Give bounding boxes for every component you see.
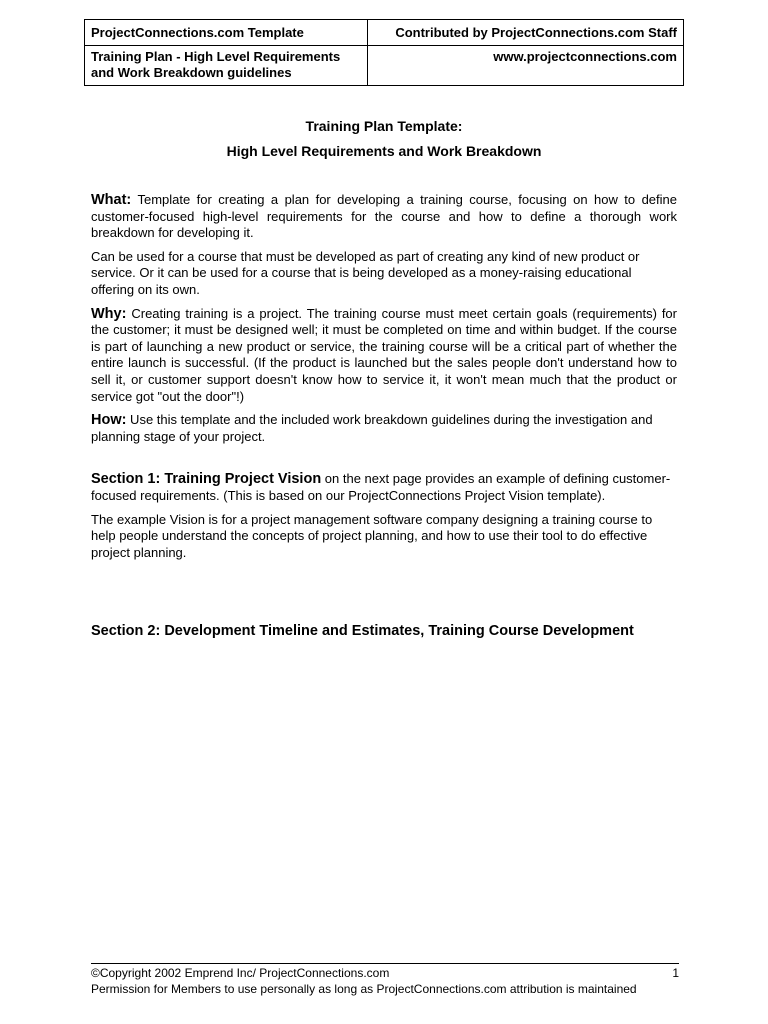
what-text: Template for creating a plan for developing a training course, focusing on how to define customer-focused high-level requirements for the course and how to define a thorough work breakdown for developing it.	[91, 192, 677, 241]
document-title: Training Plan Template:	[305, 118, 463, 134]
why-label: Why:	[91, 305, 127, 322]
section1-paragraph-2: The example Vision is for a project management software company designing a training course to help people understand the concepts of project planning, and how to use their tool to do effective project planning.	[91, 511, 653, 560]
page-footer	[91, 965, 679, 997]
header-document-title: Training Plan - High Level Requirements and Work Breakdown guidelines	[85, 46, 368, 86]
how-text: Use this template and the included work breakdown guidelines during the investigation and planning stage of your project.	[91, 412, 653, 444]
section2-heading: Section 2: Development Timeline and Estimates, Training Course Development	[91, 623, 634, 639]
how-label: How:	[91, 412, 127, 429]
header-template-label: ProjectConnections.com Template	[85, 20, 368, 46]
header-contributor-label: Contributed by ProjectConnections.com Staff	[368, 20, 684, 46]
what-paragraph-2: Can be used for a course that must be developed as part of creating any kind of new product or service. Or it can be used for a course that is being developed as a money-raising educational offering on its own.	[91, 248, 640, 297]
section1-heading: Section 1: Training Project Vision	[91, 471, 322, 488]
header-table	[84, 19, 684, 86]
section1-text: on the next page provides an example of defining customer-focused requirements. (This is based on our ProjectConnections Project Vision template).	[91, 471, 671, 503]
section1-paragraph	[91, 471, 677, 504]
what-label: What:	[91, 192, 132, 208]
footer-copyright: ©Copyright 2002 Emprend Inc/ ProjectConnections.com	[91, 966, 390, 980]
how-paragraph	[91, 412, 677, 445]
document-subtitle: High Level Requirements and Work Breakdown	[226, 143, 542, 159]
why-text: Creating training is a project. The training course must meet certain goals (requirements) for the customer; it must be designed well; it must be completed on time and within budget. If the course is part of launching a new product or service, the training course will be a critical part of whether the entire launch is successful. (If the product is launched but the sales people don't understand how to sell it, or customer support doesn't know how to service it, it won't mean much that the product or service got "out the door"!)	[91, 305, 677, 404]
what-paragraph	[91, 192, 677, 242]
why-paragraph	[91, 306, 677, 406]
page-number: 1	[672, 966, 679, 980]
document-body	[91, 192, 677, 568]
header-website-link[interactable]: www.projectconnections.com	[368, 46, 684, 86]
footer-permission: Permission for Members to use personally as long as ProjectConnections.com attribution is maintained	[91, 982, 637, 996]
footer-divider	[91, 963, 679, 964]
